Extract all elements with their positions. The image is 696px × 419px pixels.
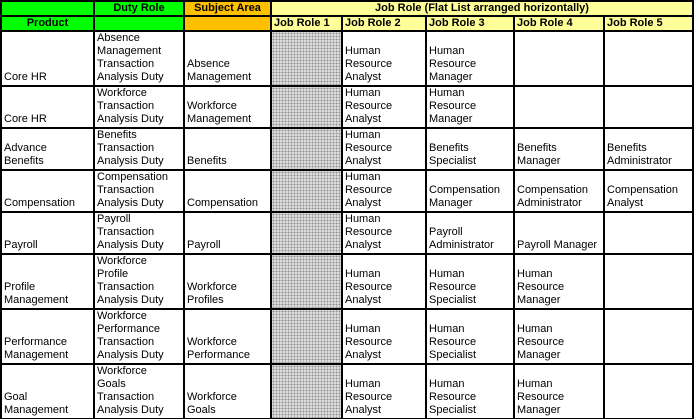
cell-job-role-5[interactable]: Benefits Administrator: [604, 128, 693, 170]
table-row: [1, 31, 693, 86]
cell-subject-area[interactable]: Workforce Goals: [184, 364, 271, 419]
cell-subject-area[interactable]: Workforce Management: [184, 86, 271, 128]
header-job-role-2[interactable]: Job Role 2: [342, 16, 426, 31]
table-header: [1, 1, 693, 31]
cell-subject-area[interactable]: Compensation: [184, 170, 271, 212]
header-job-role-4[interactable]: Job Role 4: [514, 16, 604, 31]
cell-job-role-5[interactable]: [604, 254, 693, 309]
table-row: [1, 309, 693, 364]
cell-job-role-4[interactable]: Human Resource Manager: [514, 364, 604, 419]
cell-duty-role[interactable]: Workforce Profile Transaction Analysis Duty: [94, 254, 184, 309]
cell-job-role-2[interactable]: Human Resource Analyst: [342, 254, 426, 309]
table-body: [1, 31, 693, 419]
cell-job-role-5[interactable]: [604, 212, 693, 254]
cell-product[interactable]: Goal Management: [1, 364, 94, 419]
cell-job-role-2[interactable]: Human Resource Analyst: [342, 170, 426, 212]
cell-duty-role[interactable]: Workforce Transaction Analysis Duty: [94, 86, 184, 128]
table-row: [1, 128, 693, 170]
cell-product[interactable]: Advance Benefits: [1, 128, 94, 170]
header-blank-corner[interactable]: [1, 1, 94, 16]
cell-job-role-2[interactable]: Human Resource Analyst: [342, 364, 426, 419]
cell-job-role-1[interactable]: [271, 254, 342, 309]
cell-duty-role[interactable]: Compensation Transaction Analysis Duty: [94, 170, 184, 212]
cell-subject-area[interactable]: Workforce Performance: [184, 309, 271, 364]
header-blank-subject[interactable]: [184, 16, 271, 31]
header-job-role-5[interactable]: Job Role 5: [604, 16, 693, 31]
cell-job-role-5[interactable]: [604, 86, 693, 128]
header-blank-duty[interactable]: [94, 16, 184, 31]
cell-job-role-3[interactable]: Payroll Administrator: [426, 212, 514, 254]
cell-duty-role[interactable]: Benefits Transaction Analysis Duty: [94, 128, 184, 170]
header-job-role-banner[interactable]: Job Role (Flat List arranged horizontally): [271, 1, 693, 16]
cell-job-role-3[interactable]: Human Resource Specialist: [426, 309, 514, 364]
cell-job-role-4[interactable]: Human Resource Manager: [514, 309, 604, 364]
cell-job-role-2[interactable]: Human Resource Analyst: [342, 309, 426, 364]
cell-job-role-5[interactable]: [604, 31, 693, 86]
cell-job-role-1[interactable]: [271, 86, 342, 128]
cell-job-role-1[interactable]: [271, 212, 342, 254]
cell-job-role-3[interactable]: Compensation Manager: [426, 170, 514, 212]
cell-product[interactable]: Core HR: [1, 31, 94, 86]
cell-product[interactable]: Performance Management: [1, 309, 94, 364]
cell-job-role-4[interactable]: Benefits Manager: [514, 128, 604, 170]
cell-subject-area[interactable]: Workforce Profiles: [184, 254, 271, 309]
header-product[interactable]: Product: [1, 16, 94, 31]
table-row: [1, 86, 693, 128]
cell-job-role-2[interactable]: Human Resource Analyst: [342, 86, 426, 128]
cell-job-role-4[interactable]: Compensation Administrator: [514, 170, 604, 212]
cell-job-role-2[interactable]: Human Resource Analyst: [342, 212, 426, 254]
table-row: [1, 254, 693, 309]
table-row: [1, 364, 693, 419]
cell-job-role-4[interactable]: Human Resource Manager: [514, 254, 604, 309]
cell-job-role-1[interactable]: [271, 170, 342, 212]
header-job-role-3[interactable]: Job Role 3: [426, 16, 514, 31]
cell-duty-role[interactable]: Workforce Performance Transaction Analysis Duty: [94, 309, 184, 364]
cell-subject-area[interactable]: Absence Management: [184, 31, 271, 86]
cell-job-role-4[interactable]: Payroll Manager: [514, 212, 604, 254]
cell-job-role-1[interactable]: [271, 128, 342, 170]
cell-subject-area[interactable]: Payroll: [184, 212, 271, 254]
cell-job-role-2[interactable]: Human Resource Analyst: [342, 128, 426, 170]
cell-job-role-5[interactable]: [604, 364, 693, 419]
cell-job-role-3[interactable]: Human Resource Manager: [426, 31, 514, 86]
cell-duty-role[interactable]: Workforce Goals Transaction Analysis Duty: [94, 364, 184, 419]
cell-product[interactable]: Compensation: [1, 170, 94, 212]
cell-job-role-4[interactable]: [514, 86, 604, 128]
header-duty-role[interactable]: Duty Role: [94, 1, 184, 16]
cell-job-role-1[interactable]: [271, 309, 342, 364]
cell-job-role-5[interactable]: Compensation Analyst: [604, 170, 693, 212]
cell-product[interactable]: Profile Management: [1, 254, 94, 309]
cell-duty-role[interactable]: Payroll Transaction Analysis Duty: [94, 212, 184, 254]
cell-job-role-3[interactable]: Human Resource Specialist: [426, 364, 514, 419]
header-row-1: [1, 1, 693, 16]
table-row: [1, 170, 693, 212]
cell-job-role-3[interactable]: Human Resource Manager: [426, 86, 514, 128]
cell-product[interactable]: Payroll: [1, 212, 94, 254]
table-row: [1, 212, 693, 254]
cell-job-role-3[interactable]: Human Resource Specialist: [426, 254, 514, 309]
header-row-2: [1, 16, 693, 31]
cell-job-role-1[interactable]: [271, 364, 342, 419]
cell-subject-area[interactable]: Benefits: [184, 128, 271, 170]
cell-job-role-2[interactable]: Human Resource Analyst: [342, 31, 426, 86]
cell-job-role-5[interactable]: [604, 309, 693, 364]
header-job-role-1[interactable]: Job Role 1: [271, 16, 342, 31]
cell-duty-role[interactable]: Absence Management Transaction Analysis Duty: [94, 31, 184, 86]
cell-job-role-3[interactable]: Benefits Specialist: [426, 128, 514, 170]
cell-product[interactable]: Core HR: [1, 86, 94, 128]
cell-job-role-4[interactable]: [514, 31, 604, 86]
cell-job-role-1[interactable]: [271, 31, 342, 86]
header-subject-area[interactable]: Subject Area: [184, 1, 271, 16]
